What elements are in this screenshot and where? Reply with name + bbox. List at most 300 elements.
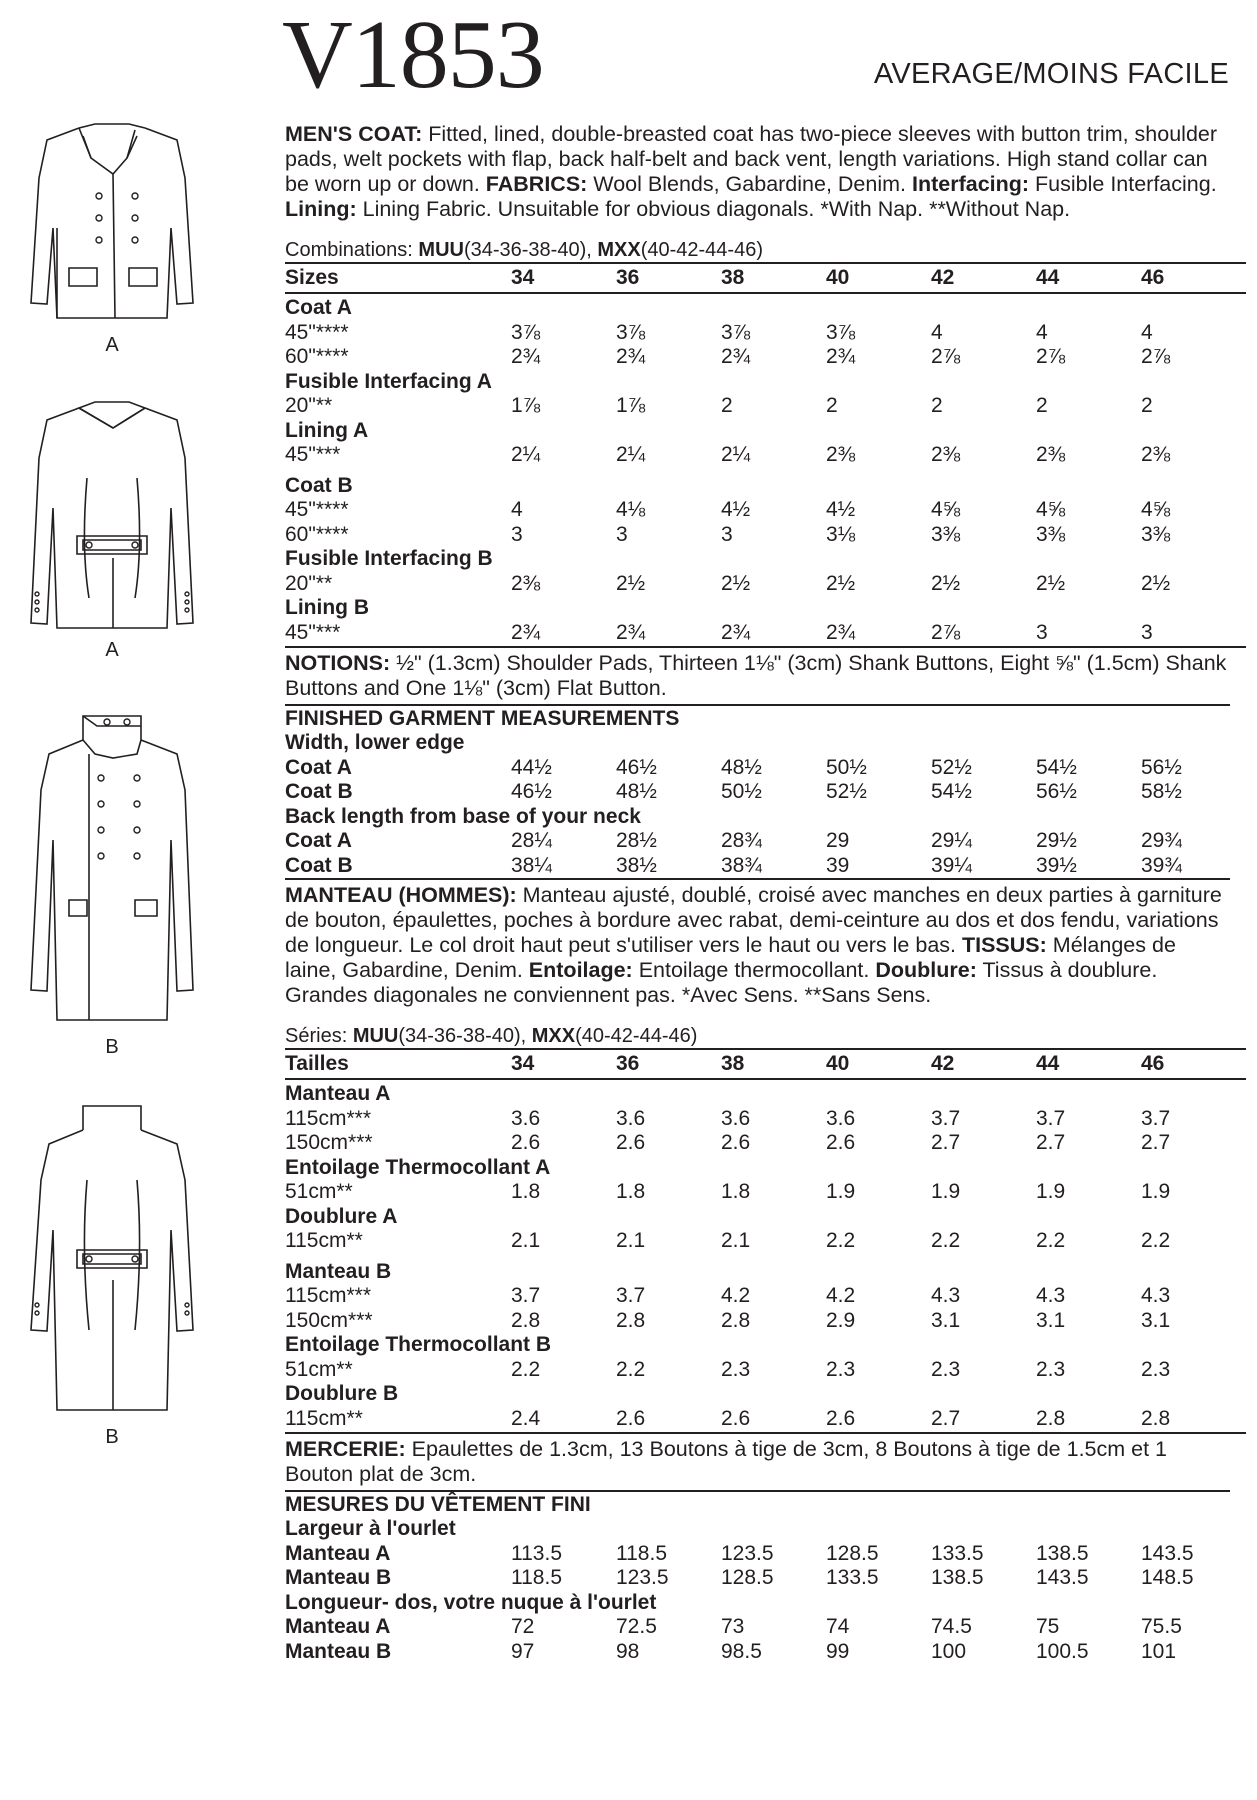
table-row <box>285 1542 1246 1567</box>
table-cell <box>931 293 1036 321</box>
table-section-row <box>285 293 1246 321</box>
table-row <box>285 780 1246 805</box>
table-cell: 2.3 <box>826 1357 856 1381</box>
table-cell: 39 <box>826 853 850 877</box>
table-cell <box>511 547 616 572</box>
table-cell: 72.5 <box>616 1615 657 1638</box>
table-cell: 2.8 <box>1141 1407 1246 1434</box>
figure-label: B <box>105 1426 119 1448</box>
table-cell <box>511 419 616 444</box>
table-cell: 97 <box>511 1639 535 1663</box>
table-cell: 29½ <box>1036 829 1077 852</box>
table-cell: 3.6 <box>826 1106 856 1130</box>
finished-measurements-fr <box>285 1492 1230 1664</box>
row-label: 51cm** <box>285 1357 353 1381</box>
table-cell <box>1036 1205 1141 1230</box>
table-cell: 42 <box>931 1049 1036 1079</box>
description-text: Fitted, lined, double-breasted coat has two-piece sleeves with button trim, shoulder pads, welt pockets with flap, back half-belt and back vent, length variations. High stand collar can be worn up or down. <box>285 122 1218 196</box>
table-cell: 4 <box>511 498 523 521</box>
table-cell: 118.5 <box>616 1541 667 1565</box>
row-label: Tailles <box>285 1049 511 1079</box>
table-cell: 2.6 <box>826 1131 856 1154</box>
table-section-row <box>285 1382 1246 1407</box>
table-cell: 1.9 <box>1036 1180 1066 1203</box>
table-cell: 50½ <box>721 780 762 803</box>
table-row <box>285 829 1246 854</box>
table-cell: 2.6 <box>721 1131 751 1154</box>
table-cell: 28¼ <box>511 829 552 852</box>
table-cell: 2.2 <box>826 1229 856 1252</box>
table-cell <box>616 1333 721 1358</box>
figure-coat-b-front <box>12 710 212 1059</box>
table-cell: 42 <box>931 263 1036 293</box>
figure-label: B <box>105 1036 119 1058</box>
table-cell <box>511 596 616 621</box>
table-cell <box>511 1382 616 1407</box>
table-cell: 3.7 <box>1141 1106 1171 1130</box>
row-label: 45"*** <box>285 621 511 648</box>
row-label: Coat B <box>285 853 353 877</box>
table-cell <box>1036 1079 1141 1107</box>
table-cell: 29 <box>826 829 850 852</box>
table-cell: 40 <box>826 263 931 293</box>
fabrics-label: TISSUS: <box>961 933 1047 957</box>
table-cell: 34 <box>511 1049 616 1079</box>
table-row <box>285 1229 1246 1254</box>
notions-text: Epaulettes de 1.3cm, 13 Boutons à tige de 3cm, 8 Boutons à tige de 1.5cm et 1 Bouton plat de 3cm. <box>285 1437 1167 1486</box>
row-label: Largeur à l'ourlet <box>285 1517 456 1540</box>
interfacing-label: Entoilage: <box>528 958 633 982</box>
table-row <box>285 1640 1246 1665</box>
table-cell: 2.3 <box>721 1357 751 1381</box>
table-cell: 46½ <box>511 780 552 803</box>
table-cell: 3 <box>1141 621 1246 648</box>
table-cell: 44 <box>1036 263 1141 293</box>
table-cell: 138.5 <box>1036 1541 1089 1565</box>
table-cell: 128.5 <box>826 1541 879 1565</box>
table-cell <box>1141 293 1246 321</box>
row-label: 45"**** <box>285 498 349 521</box>
description-fr <box>285 883 1230 1008</box>
table-cell: 3.1 <box>1036 1308 1066 1332</box>
notions-label: NOTIONS: <box>285 651 391 675</box>
table-cell: 2½ <box>616 571 646 595</box>
table-cell: 39¼ <box>931 853 972 877</box>
table-row <box>285 523 1246 548</box>
table-cell: 4 <box>931 320 943 344</box>
combinations-fr <box>285 1024 1230 1048</box>
row-label: 115cm** <box>285 1229 363 1252</box>
table-cell <box>1036 596 1141 621</box>
table-cell: 2.7 <box>931 1131 961 1154</box>
row-label: Coat B <box>285 473 353 497</box>
table-cell: 1.9 <box>826 1180 856 1203</box>
table-cell: 2.6 <box>616 1131 646 1154</box>
table-cell: 2.2 <box>616 1357 646 1381</box>
table-cell: 2 <box>1141 394 1153 417</box>
table-cell <box>721 293 826 321</box>
row-label: Coat B <box>285 780 353 803</box>
coat-a-back-illustration <box>17 398 207 633</box>
table-cell: 29¼ <box>931 829 972 852</box>
table-cell <box>721 1382 826 1407</box>
table-cell: 2¼ <box>721 443 751 466</box>
table-cell: 40 <box>826 1049 931 1079</box>
table-cell: 2.8 <box>511 1308 541 1332</box>
table-section-row <box>285 419 1246 444</box>
table-cell: 3.6 <box>511 1106 541 1130</box>
row-label: 20"** <box>285 394 333 417</box>
table-cell: 2.1 <box>721 1229 751 1252</box>
table-cell: 36 <box>616 263 721 293</box>
description-title: MANTEAU (HOMMES): <box>285 883 517 907</box>
table-cell: 2.6 <box>511 1131 541 1154</box>
table-cell: 4.3 <box>1141 1284 1171 1307</box>
table-cell: 4½ <box>826 498 856 521</box>
table-cell: 52½ <box>826 780 867 803</box>
table-cell <box>1036 1382 1141 1407</box>
table-cell: 2.7 <box>1141 1131 1171 1154</box>
table-cell: 2.8 <box>1036 1407 1141 1434</box>
table-row <box>285 854 1246 879</box>
row-label: Manteau A <box>285 1082 391 1105</box>
table-row <box>285 1566 1246 1591</box>
table-section-row <box>285 1254 1246 1285</box>
figure-label: A <box>105 639 119 661</box>
table-cell: 143.5 <box>1141 1541 1194 1565</box>
table-cell <box>931 419 1036 444</box>
table-cell: 2¼ <box>616 443 646 466</box>
table-cell: 2½ <box>1141 571 1171 595</box>
table-cell: 3⅛ <box>826 522 856 546</box>
table-cell <box>1141 370 1246 395</box>
table-section-row <box>285 468 1246 499</box>
row-label: 115cm** <box>285 1407 511 1434</box>
table-cell <box>931 1382 1036 1407</box>
table-cell: 2.2 <box>511 1357 541 1381</box>
table-cell <box>1141 1079 1246 1107</box>
table-section-row <box>285 547 1246 572</box>
combo-mxx: MXX <box>597 239 641 261</box>
table-cell: 4½ <box>721 498 751 521</box>
table-cell <box>721 1156 826 1181</box>
table-cell: 3⅜ <box>931 522 961 546</box>
table-cell <box>826 1333 931 1358</box>
difficulty-label: AVERAGE/MOINS FACILE <box>873 58 1229 90</box>
table-cell <box>826 547 931 572</box>
table-cell <box>1141 1156 1246 1181</box>
table-cell <box>931 468 1036 499</box>
table-cell: 133.5 <box>826 1566 879 1589</box>
table-cell: 44½ <box>511 755 552 779</box>
table-section-row <box>285 370 1246 395</box>
table-header-row <box>285 1049 1246 1079</box>
row-label: 51cm** <box>285 1180 353 1203</box>
row-label: Manteau B <box>285 1259 392 1283</box>
table-row <box>285 1131 1246 1156</box>
table-cell: 3⅜ <box>1141 522 1171 546</box>
fabrics-label: FABRICS: <box>485 172 588 196</box>
table-cell: 2¼ <box>511 443 541 466</box>
row-label: Fusible Interfacing B <box>285 547 493 570</box>
row-label: 20"** <box>285 571 333 595</box>
table-cell: 2.1 <box>616 1229 646 1252</box>
table-cell: 3 <box>511 522 523 546</box>
table-cell: 2⅜ <box>511 571 541 595</box>
table-section-row <box>285 731 1246 756</box>
combo-muu: MUU <box>418 239 464 261</box>
table-cell: 2⅞ <box>1141 345 1171 368</box>
table-cell: 100.5 <box>1036 1639 1089 1663</box>
table-cell <box>616 370 721 395</box>
table-section-row <box>285 1156 1246 1181</box>
row-label: Entoilage Thermocollant B <box>285 1333 552 1356</box>
table-cell: 3.1 <box>1141 1308 1171 1332</box>
interfacing-text: Fusible Interfacing. <box>1029 172 1217 196</box>
table-cell: 3 <box>616 522 628 546</box>
table-cell <box>1036 1333 1141 1358</box>
table-cell <box>616 1254 721 1285</box>
row-label: Doublure B <box>285 1382 399 1405</box>
table-cell: 2.6 <box>616 1407 721 1434</box>
row-label: Lining A <box>285 418 369 442</box>
table-cell: 2½ <box>721 571 751 595</box>
table-cell <box>1036 370 1141 395</box>
row-label: Width, lower edge <box>285 731 465 754</box>
table-cell <box>721 1205 826 1230</box>
finished-table-fr <box>285 1517 1246 1664</box>
table-cell <box>826 370 931 395</box>
table-cell: 3.6 <box>721 1106 751 1130</box>
table-cell <box>511 468 616 499</box>
table-cell: 1.9 <box>931 1180 961 1203</box>
table-row <box>285 394 1246 419</box>
table-cell: 143.5 <box>1036 1566 1089 1589</box>
table-row <box>285 1309 1246 1334</box>
table-cell: 2⅜ <box>826 443 856 466</box>
table-section-row <box>285 1517 1246 1542</box>
interfacing-label: Interfacing: <box>911 172 1030 196</box>
row-label: Doublure A <box>285 1204 398 1228</box>
table-cell: 54½ <box>1036 755 1077 779</box>
table-cell: 2.3 <box>931 1357 961 1381</box>
table-cell <box>931 370 1036 395</box>
table-cell <box>616 1382 721 1407</box>
table-cell: 34 <box>511 263 616 293</box>
notions-label: MERCERIE: <box>285 1437 406 1461</box>
table-cell <box>826 1254 931 1285</box>
table-cell: 3⅞ <box>511 320 541 344</box>
table-cell <box>511 1254 616 1285</box>
table-cell <box>1141 547 1246 572</box>
table-cell <box>616 419 721 444</box>
table-cell: 38½ <box>616 853 657 877</box>
table-cell: 2¾ <box>511 345 541 368</box>
table-cell <box>1036 1156 1141 1181</box>
table-cell: 2.7 <box>1036 1131 1066 1154</box>
table-cell: 75.5 <box>1141 1615 1182 1638</box>
table-cell <box>721 1079 826 1107</box>
table-cell: 3.7 <box>1036 1106 1066 1130</box>
table-cell <box>1141 1333 1246 1358</box>
table-cell: 4⅝ <box>1036 498 1066 521</box>
table-row <box>285 321 1246 346</box>
table-cell: 2.7 <box>931 1407 1036 1434</box>
table-cell: 123.5 <box>721 1541 774 1565</box>
table-cell: 3.7 <box>616 1284 646 1307</box>
table-cell: 72 <box>511 1615 535 1638</box>
row-label: Manteau A <box>285 1615 391 1638</box>
table-row <box>285 756 1246 781</box>
coat-b-front-illustration <box>17 710 207 1030</box>
lining-text: Tissus à doublure. Grandes diagonales ne conviennent pas. *Avec Sens. **Sans Sens. <box>285 958 1158 1007</box>
notions-text: ½" (1.3cm) Shoulder Pads, Thirteen 1⅛" (3cm) Shank Buttons, Eight ⅝" (1.5cm) Shank Buttons and One 1⅛" (3cm) Flat Button. <box>285 651 1227 700</box>
table-cell: 113.5 <box>511 1541 562 1565</box>
table-cell: 39½ <box>1036 853 1077 877</box>
table-cell <box>511 1205 616 1230</box>
table-cell: 3⅜ <box>1036 522 1066 546</box>
table-header-row <box>285 263 1246 293</box>
table-row <box>285 345 1246 370</box>
table-cell: 2¾ <box>721 345 751 368</box>
table-cell <box>1036 468 1141 499</box>
table-cell: 46½ <box>616 755 657 779</box>
table-cell: 3⅞ <box>721 320 751 344</box>
table-cell <box>1141 1382 1246 1407</box>
table-cell: 2⅞ <box>931 621 1036 648</box>
table-section-row <box>285 1205 1246 1230</box>
table-cell: 54½ <box>931 780 972 803</box>
table-cell <box>1141 419 1246 444</box>
table-row <box>285 443 1246 468</box>
table-row <box>285 1107 1246 1132</box>
table-cell: 1⅞ <box>616 394 646 417</box>
table-cell: 138.5 <box>931 1566 984 1589</box>
row-label: 150cm*** <box>285 1131 373 1154</box>
table-cell: 1⅞ <box>511 394 541 417</box>
table-cell: 38 <box>721 1049 826 1079</box>
table-cell <box>616 547 721 572</box>
coat-b-back-illustration <box>17 1100 207 1420</box>
row-label: Back length from base of your neck <box>285 804 641 828</box>
table-cell <box>931 1156 1036 1181</box>
table-cell: 2.6 <box>721 1407 826 1434</box>
table-cell: 2.2 <box>1036 1229 1066 1252</box>
table-cell: 2.6 <box>826 1407 931 1434</box>
table-cell <box>511 370 616 395</box>
row-label: Entoilage Thermocollant A <box>285 1155 551 1179</box>
notions-fr <box>285 1434 1230 1492</box>
row-label: Manteau B <box>285 1639 392 1663</box>
table-cell: 4.3 <box>931 1284 961 1307</box>
table-cell: 2¾ <box>616 345 646 368</box>
finished-measurements-en <box>285 706 1230 880</box>
description-title: MEN'S COAT: <box>285 122 423 146</box>
table-row <box>285 1180 1246 1205</box>
row-label: 115cm*** <box>285 1284 371 1307</box>
table-cell: 50½ <box>826 755 867 779</box>
table-cell: 48½ <box>616 780 657 803</box>
table-cell: 4.2 <box>721 1284 751 1307</box>
table-row <box>285 1407 1246 1434</box>
figure-coat-a-back <box>12 398 212 662</box>
table-cell: 3 <box>1036 621 1141 648</box>
combo-mxx-sizes: (40-42-44-46) <box>575 1025 698 1047</box>
table-cell: 2⅜ <box>931 443 961 466</box>
table-cell: 100 <box>931 1639 967 1663</box>
table-cell <box>1141 596 1246 621</box>
table-cell: 2⅜ <box>1141 443 1171 466</box>
table-row <box>285 1358 1246 1383</box>
table-cell: 4⅛ <box>616 498 646 521</box>
table-cell: 4.2 <box>826 1284 856 1307</box>
interfacing-text: Entoilage thermocollant. <box>632 958 876 982</box>
pattern-number: V1853 <box>282 1 544 109</box>
table-cell: 4.3 <box>1036 1284 1066 1307</box>
yardage-table-en <box>285 262 1246 648</box>
combo-muu-sizes: (34-36-38-40), <box>463 239 598 261</box>
finished-title: FINISHED GARMENT MEASUREMENTS <box>285 707 680 730</box>
table-cell <box>826 419 931 444</box>
row-label: Fusible Interfacing A <box>285 369 492 393</box>
table-cell <box>721 1254 826 1285</box>
table-cell: 118.5 <box>511 1566 562 1589</box>
table-section-row <box>285 1079 1246 1107</box>
table-cell <box>1036 419 1141 444</box>
table-cell: 1.8 <box>511 1180 541 1203</box>
lining-text: Lining Fabric. Unsuitable for obvious diagonals. *With Nap. **Without Nap. <box>356 197 1071 221</box>
description-text: Manteau ajusté, doublé, croisé avec manches en deux parties à garniture de bouton, épaulettes, poches à bordure avec rabat, demi-ceinture au dos et dos fendu, variations de longueur. Le col droit haut peut s'utiliser vers le haut ou vers le bas. <box>285 883 1222 957</box>
table-cell: 73 <box>721 1615 745 1638</box>
description-en <box>285 122 1230 222</box>
table-cell: 2.2 <box>931 1229 961 1252</box>
table-cell: 38¼ <box>511 853 552 877</box>
table-cell <box>931 1254 1036 1285</box>
table-cell: 123.5 <box>616 1566 669 1589</box>
yardage-table-fr <box>285 1048 1246 1434</box>
table-cell: 2.2 <box>1141 1229 1171 1252</box>
table-cell: 3⅞ <box>826 320 856 344</box>
coat-a-front-illustration <box>17 118 207 328</box>
table-cell: 58½ <box>1141 780 1182 803</box>
combo-muu: MUU <box>352 1025 399 1047</box>
table-section-row <box>285 1333 1246 1358</box>
figure-coat-a-front <box>12 118 212 357</box>
table-cell <box>511 1079 616 1107</box>
table-row <box>285 498 1246 523</box>
table-cell: 133.5 <box>931 1541 984 1565</box>
table-cell <box>616 468 721 499</box>
table-cell <box>1036 293 1141 321</box>
lining-label: Doublure: <box>875 958 977 982</box>
table-cell <box>826 468 931 499</box>
table-cell: 46 <box>1141 1049 1246 1079</box>
table-cell: 56½ <box>1036 780 1077 803</box>
table-cell <box>1141 468 1246 499</box>
combinations-en <box>285 238 1230 262</box>
table-cell <box>826 596 931 621</box>
row-label: 115cm*** <box>285 1106 371 1130</box>
table-cell: 2.3 <box>1036 1357 1066 1381</box>
table-cell <box>1036 1254 1141 1285</box>
finished-title: MESURES DU VÊTEMENT FINI <box>285 1493 591 1516</box>
table-section-row <box>285 805 1246 830</box>
table-cell: 28¾ <box>721 829 762 852</box>
row-label: 60"**** <box>285 345 349 368</box>
table-cell <box>721 1333 826 1358</box>
combo-prefix: Combinations: <box>285 239 419 261</box>
table-cell: 2 <box>721 394 733 417</box>
